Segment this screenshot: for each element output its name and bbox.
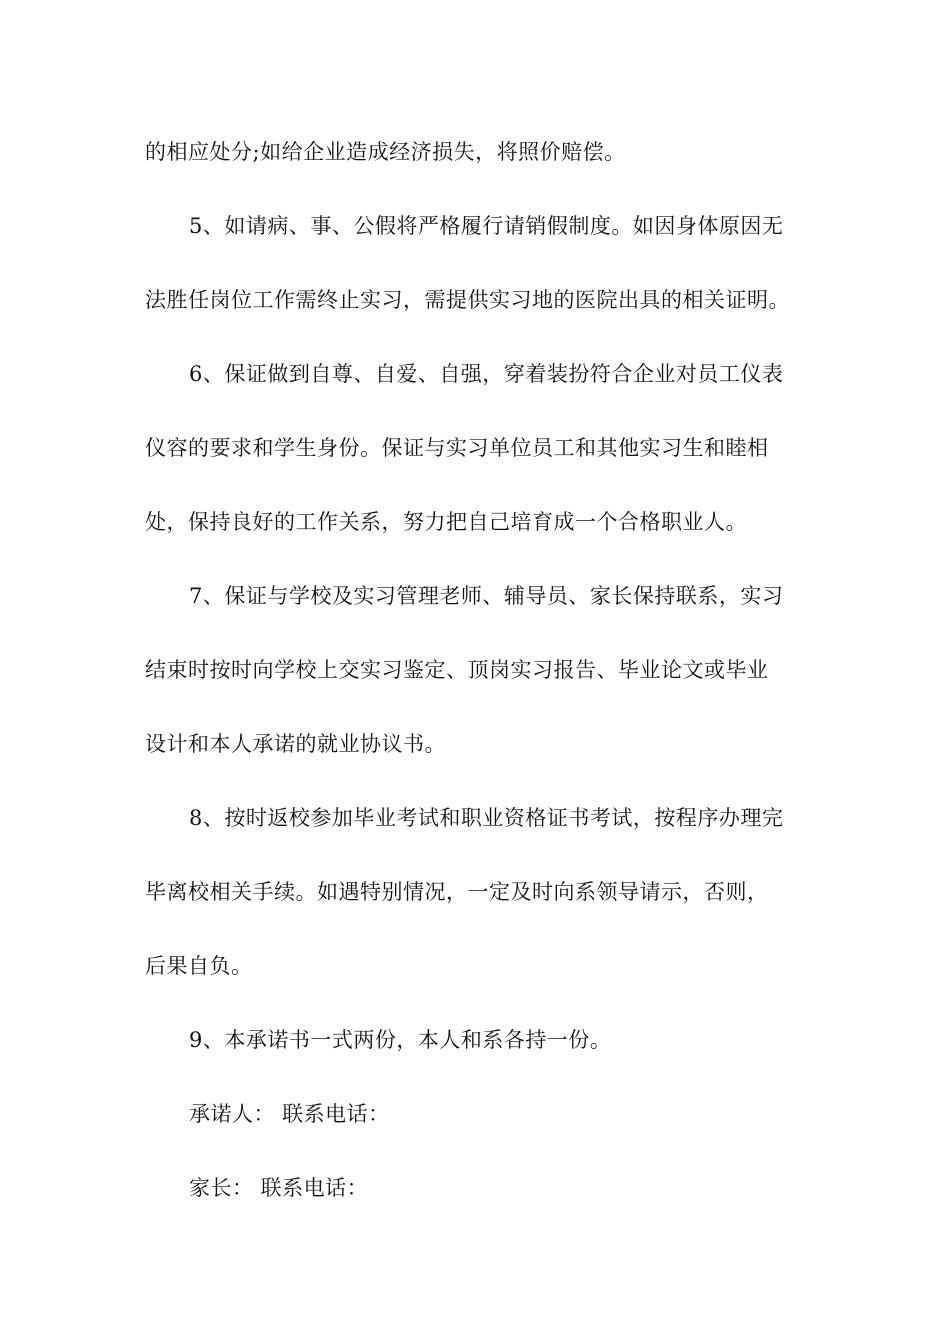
text-line: 处，保持良好的工作关系，努力把自己培育成一个合格职业人。: [145, 510, 747, 534]
text-line: 的相应处分;如给企业造成经济损失，将照价赔偿。: [145, 140, 626, 164]
text-line: 仪容的要求和学生身份。保证与实习单位员工和其他实习生和睦相: [145, 436, 769, 460]
text-line: 法胜任岗位工作需终止实习，需提供实习地的医院出具的相关证明。: [145, 288, 790, 312]
text-line-item-6: 6、保证做到自尊、自爱、自强，穿着装扮符合企业对员工仪表: [189, 362, 784, 386]
text-line: 后果自负。: [145, 954, 253, 978]
text-line: 毕离校相关手续。如遇特别情况，一定及时向系领导请示，否则，: [145, 880, 769, 904]
text-line-item-9: 9、本承诺书一式两份，本人和系各持一份。: [189, 1028, 612, 1052]
parent-signature-line: 家长： 联系电话：: [189, 1176, 369, 1200]
text-line-item-8: 8、按时返校参加毕业考试和职业资格证书考试，按程序办理完: [189, 806, 784, 830]
text-line-item-7: 7、保证与学校及实习管理老师、辅导员、家长保持联系，实习: [189, 584, 784, 608]
text-line: 结束时按时向学校上交实习鉴定、顶岗实习报告、毕业论文或毕业: [145, 658, 769, 682]
text-line-item-5: 5、如请病、事、公假将严格履行请销假制度。如因身体原因无: [189, 214, 784, 238]
promisor-signature-line: 承诺人： 联系电话：: [189, 1102, 390, 1126]
document-body: [145, 128, 815, 1238]
text-line: 设计和本人承诺的就业协议书。: [145, 732, 446, 756]
